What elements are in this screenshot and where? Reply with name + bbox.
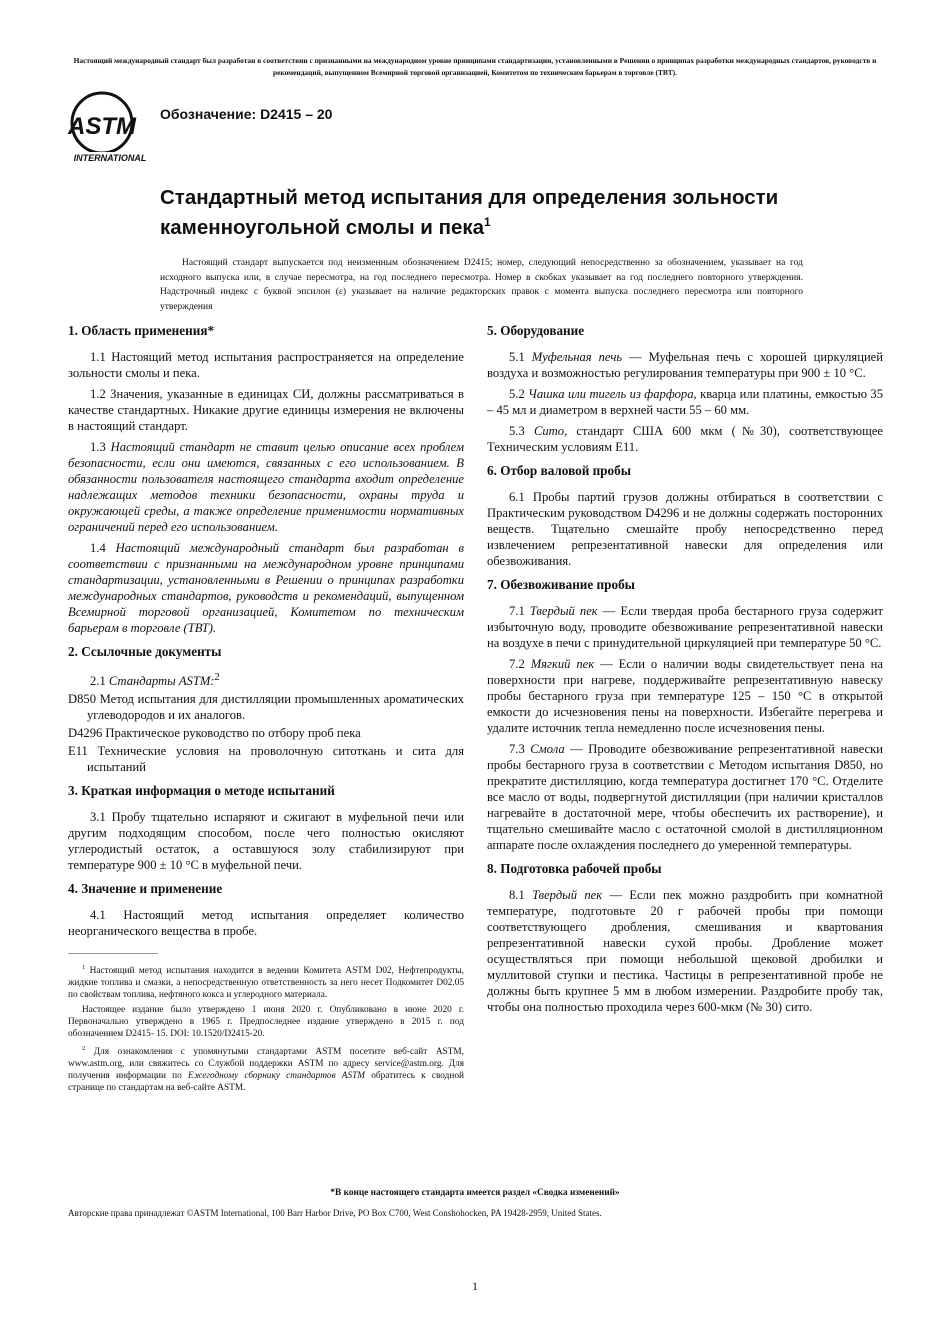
section-1 [68,321,464,636]
reference-item: E11 Технические условия на проволочную ситоткань и сита для испытаний [68,744,464,775]
footnote: $^1$ Настоящий метод испытания находится в ведении Комитета ASTM D02, Нефтепродукты, жидкие топлива и смазки, а непосредственную ответственность за него несет Подкомитет D02.05 по свойствам топлива, нефтяного кокса и углеродного материала. [68,964,464,1001]
footnotes [68,962,464,1094]
paragraph: 5.2 Чашка или тигель из фарфора, кварца или платины, емкостью 35 – 45 мл и диаметром в верхней части 55 – 60 мм. [487,387,884,417]
reference-item: D850 Метод испытания для дистилляции промышленных ароматических углеводородов и их аналогов. [68,692,464,723]
paragraph: 6.1 Пробы партий грузов должны отбираться в соответствии с Практическим руководством D4296 и не должны содержать посторонних веществ. Тщательно смешайте пробу непосредственно перед извлечением репрезентативной навески для определения или обезвоживания. [487,490,883,568]
footnote: Настоящее издание было утверждено 1 июня 2020 г. Опубликовано в июне 2020 г. Первоначально утверждено в 1965 г. Предпоследнее издание утверждено в 2015 г. под обозначением D2415- 15. DOI: 10.1520/D2415-20. [68,1005,464,1040]
paragraph: 8.1 Твердый пек — Если пек можно раздробить при комнатной температуре, подготовьте 20 г рабочей пробы при помощи соответствующего дробления, смешивания и квартования репрезентативной навески сухой пробы. Дробление может осуществляться при помощи небольшой щековой дробилки и муллитовой ступки и пестика. Частицы в репрезентативной пробе не должны быть крупнее 5 мм в любом измерении. Раздробите пробу так, чтобы она полностью проходила через 600-мкм (№ 30) сито. [487,888,884,1014]
paragraph: 7.1 Твердый пек — Если твердая проба бестарного груза содержит избыточную воду, проводите обезвоживание репрезентативной навески на воздухе в печи с принудительной циркуляцией при температуре 50 °C. [487,604,883,650]
referenced-standards-heading: 2.1 Стандарты ASTM:$^2$ [90,672,220,689]
logo-subtext: INTERNATIONAL [73,153,147,163]
section-heading: 5. Оборудование [487,323,585,338]
page-number: 1 [472,1279,478,1293]
footnote: $^2$ Для ознакомления с упомянутыми стандартами ASTM посетите веб-сайт ASTM, www.astm.org, или свяжитесь со Службой поддержки ASTM по адресу service@astm.org. Для получения информации по Ежегодному сборнику стандартов ASTM обратитесь к сводной странице по стандартам на веб-сайте ASTM. [68,1045,464,1094]
paragraph: 7.2 Мягкий пек — Если о наличии воды свидетельствует пена на поверхности при нагреве, поддерживайте репрезентативную навеску пробы бестарного груза при температуре 125 – 150 °C в открытой емкости до исчезновения пены на поверхности. Избегайте перегрева и удалите источник тепла немедленно после исчезновения пены. [487,657,884,735]
section-5 [487,321,883,455]
right-column [487,321,883,1021]
paragraph: 5.3 Сито, стандарт США 600 мкм (№30), соответствующее Техническим условиям E11. [487,424,884,454]
section-7 [487,575,883,853]
paragraph: 4.1 Настоящий метод испытания определяет количество неорганического вещества в пробе. [68,908,464,939]
paragraph: 1.1 Настоящий метод испытания распространяется на определение зольности смолы и пека. [68,350,464,380]
section-2 [68,642,464,775]
section-8 [487,859,883,1015]
designation: Обозначение: D2415 – 20 [160,106,333,122]
reference-item: D4296 Практическое руководство по отбору проб пека [68,726,361,741]
section-heading: 1. Область применения* [68,323,215,338]
section-heading: 2. Ссылочные документы [68,644,222,659]
paragraph: 3.1 Пробу тщательно испаряют и сжигают в муфельной печи или другим подходящим способом, после чего полностью окисляют углеродистый остаток, а оставшуюся золу стабилизируют при температуре 900 ± 10 °C в муфельной печи. [68,810,464,873]
paragraph: 1.4 Настоящий международный стандарт был разработан в соответствии с признанными на международном уровне принципами стандартизации, установленными в Решении о принципах разработки международных стандартов, руководств и рекомендаций, выпущенном Всемирной торговой организацией, Комитетом по техническим барьерам в торговле (ТВТ). [68,541,464,635]
section-heading: 7. Обезвоживание пробы [487,577,635,592]
paragraph: 5.1 Муфельная печь — Муфельная печь с хорошей циркуляцией воздуха и возможностью регулирования температуры при 900 ± 10 °C. [487,350,884,380]
copyright: Авторские права принадлежат ©ASTM International, 100 Barr Harbor Drive, PO Box C700, West Conshohocken, PA 19428-2959, United States. [68,1208,602,1218]
section-3 [68,781,464,873]
section-heading: 8. Подготовка рабочей пробы [487,861,662,876]
section-4 [68,879,464,939]
logo-text: ASTM [68,113,136,140]
section-heading: 3. Краткая информация о методе испытаний [68,783,335,799]
paragraph: 7.3 Смола — Проводите обезвоживание репрезентативной навески пробы бестарного груза в соответствии с Методом испытания D850, но прекратите дистилляцию, когда температура достигнет 170 °C. Отделите все масло от воды, подвергнутой дистилляции (при наличии кристаллов нагревайте в достаточной мере, чтобы обеспечить их растворение), и тщательно смешивайте масло с остаточной смолой в дистилляционном аппарате после охлаждения последнего до умеренной температуры. [487,742,884,852]
section-heading: 6. Отбор валовой пробы [487,463,631,478]
footnote-divider [68,953,158,954]
title-footnote-mark: 1 [484,215,491,229]
top-note: Настоящий международный стандарт был разработан в соответствии с признанными на международном уровне принципами стандартизации, установленными в Решении о принципах разработки международных стандартов, руководств и рекомендаций, выпущенном Всемирной торговой организацией, Комитетом по техническим барьерам в торговле (ТВТ). [73,56,877,77]
intro-note: Настоящий стандарт выпускается под неизменным обозначением D2415; номер, следующий непосредственно за обозначением, указывает на год исходного выпуска или, в случае пересмотра, на год последнего пересмотра. Номер в скобках указывает на год последнего повторного утверждения. Надстрочный индекс с буквой эпсилон (ε) указывает на наличие редакторских правок с момента выпуска последнего пересмотра или повторного утверждения [160,258,803,312]
section-6 [487,461,883,569]
left-column [68,321,464,1097]
summary-of-changes-note: *В конце настоящего стандарта имеется раздел «Сводка изменений» [330,1188,620,1198]
paragraph: 1.3 Настоящий стандарт не ставит целью описание всех проблем безопасности, если они имеются, связанных с его использованием. В обязанности пользователя настоящего стандарта входит определение надлежащих методов техники безопасности, охраны труда и окружающей среды, а также определение применимости нормативных ограничений перед его использованием. [68,440,464,534]
paragraph: 1.2 Значения, указанные в единицах СИ, должны рассматриваться в качестве стандартных. Никакие другие единицы измерения не включены в настоящий стандарт. [68,387,464,433]
document-title: Стандартный метод испытания для определения зольности каменноугольной смолы и пека$^1$ [160,186,779,239]
section-heading: 4. Значение и применение [68,881,223,897]
astm-logo [66,90,154,164]
